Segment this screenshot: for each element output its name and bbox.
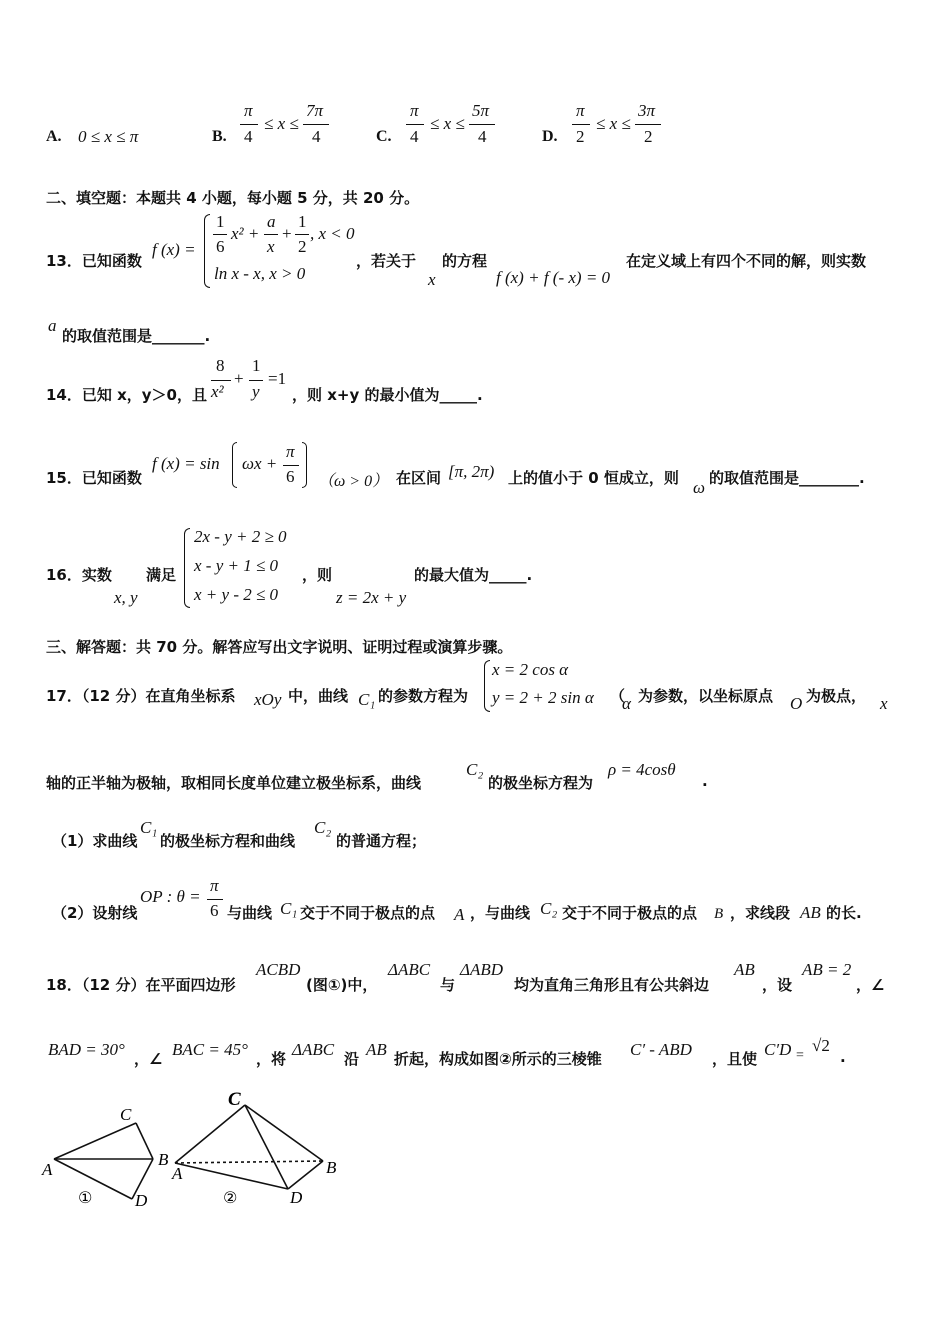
text: 与: [440, 976, 456, 994]
frac-num: π: [210, 876, 219, 895]
polar-equation: ρ = 4cosθ: [608, 760, 676, 779]
interval: [π, 2π): [448, 462, 495, 481]
label-b: B: [158, 1150, 169, 1169]
question-number: 17．（12 分）在直角坐标系: [46, 687, 236, 705]
frac-bar: [211, 380, 231, 381]
section-heading-fill-blank: 二、填空题：本题共 4 小题，每小题 5 分，共 20 分。: [46, 189, 420, 207]
frac-num: 7π: [306, 101, 324, 120]
edge-cb: [245, 1105, 323, 1161]
label-c: C: [120, 1105, 132, 1124]
system-brace: [184, 528, 190, 608]
frac-den: 4: [312, 127, 321, 146]
figure-tag-1: ①: [78, 1188, 93, 1207]
segment-ab: AB: [800, 903, 821, 922]
frac-den: 6: [210, 901, 219, 920]
label-a: A: [172, 1164, 183, 1183]
text: 为极点，: [806, 687, 867, 705]
inequality: ≤ x ≤: [430, 114, 465, 133]
text: 交于不同于极点的点: [300, 904, 436, 922]
question-number: 14．已知 x，y＞0，且: [46, 386, 207, 404]
option-d-label: D.: [542, 128, 558, 145]
text: .: [702, 772, 708, 790]
text: 满足: [146, 566, 177, 584]
point-a: A: [454, 905, 465, 924]
text: .: [840, 1048, 846, 1066]
text: 沿: [344, 1050, 360, 1068]
frac-num: 1: [298, 212, 307, 231]
frac-den: 2: [576, 127, 585, 146]
text: 交于不同于极点的点: [562, 904, 698, 922]
sub-question-1: （1）求曲线: [52, 832, 138, 850]
frac-bar: [264, 234, 278, 235]
text: ，∠: [134, 1050, 163, 1068]
frac-den: y: [252, 382, 260, 401]
option-b-label: B.: [212, 128, 227, 145]
edge-cd: [245, 1105, 288, 1189]
text: ，设: [762, 976, 793, 994]
edge-cb: [136, 1123, 153, 1159]
frac-den: x: [267, 237, 275, 256]
text: 的取值范围是_______.: [62, 327, 211, 345]
frac-bar: [213, 234, 227, 235]
param-eq-y: y = 2 + 2 sin α: [492, 688, 594, 707]
question-number: 16．实数: [46, 566, 112, 584]
frac-bar: [240, 124, 258, 125]
constraint: x - y + 1 ≤ 0: [194, 556, 279, 575]
text: 均为直角三角形且有公共斜边: [514, 976, 710, 994]
text: 的方程: [442, 252, 488, 270]
text: 上的值小于 0 恒成立，则: [508, 469, 679, 487]
option-c-label: C.: [376, 128, 392, 145]
piecewise-brace: [204, 214, 210, 288]
curve-c1: C₁: [140, 818, 158, 837]
segment-ab: AB: [734, 960, 755, 979]
curve-c1: C₁: [280, 899, 298, 918]
frac-num: 5π: [472, 101, 490, 120]
edge-ac: [175, 1105, 245, 1163]
system-brace: [484, 660, 490, 712]
text: 的参数方程为: [378, 687, 469, 705]
label-d: D: [135, 1191, 148, 1210]
constraint: 2x - y + 2 ≥ 0: [194, 527, 287, 546]
question-number: 15．已知函数: [46, 469, 142, 487]
curve-c2: C₂: [540, 899, 558, 918]
text: 在定义域上有四个不同的解，则实数: [626, 252, 867, 270]
var: xOy: [254, 690, 282, 709]
pyramid: C′ - ABD: [630, 1040, 692, 1059]
inequality: ≤ x ≤: [264, 114, 299, 133]
quadrilateral: ACBD: [256, 960, 301, 979]
given-length: AB = 2: [802, 960, 852, 979]
text: 的极坐标方程和曲线: [160, 832, 296, 850]
vars: x, y: [114, 588, 138, 607]
frac-num: π: [576, 101, 585, 120]
param-eq-x: x = 2 cos α: [492, 660, 569, 679]
text: ，则: [302, 566, 333, 584]
label-a: A: [42, 1160, 53, 1179]
frac-den: 2: [644, 127, 653, 146]
edge-ab-hidden: [175, 1161, 323, 1163]
edge-ac: [54, 1123, 136, 1159]
frac-den: 4: [410, 127, 419, 146]
text: 为参数，以坐标原点: [638, 687, 774, 705]
frac-den: x²: [211, 382, 224, 401]
frac-den: 4: [478, 127, 487, 146]
text: 的极坐标方程为: [488, 774, 594, 792]
figure-2: [171, 1089, 337, 1207]
var: α: [622, 694, 631, 713]
ray-equation: OP : θ =: [140, 887, 201, 906]
var: x: [880, 694, 888, 713]
edge-db: [288, 1161, 323, 1189]
text: 轴的正半轴为极轴，取相同长度单位建立极坐标系，曲线: [46, 774, 422, 792]
option-a-label: A.: [46, 128, 62, 145]
condition: , x < 0: [310, 224, 355, 243]
edge-ad: [175, 1163, 288, 1189]
frac-num: π: [244, 101, 253, 120]
text: ，将: [256, 1050, 287, 1068]
frac-bar: [406, 124, 424, 125]
objective: z = 2x + y: [336, 588, 407, 607]
frac-num: a: [267, 212, 276, 231]
frac-bar: [283, 465, 299, 466]
var: O: [790, 694, 803, 713]
paren-right: [302, 442, 307, 488]
text: ，且使: [712, 1050, 758, 1068]
var: x: [428, 270, 436, 289]
segment-ab: AB: [366, 1040, 387, 1059]
function-name: f (x) =: [152, 240, 196, 259]
frac-num: 3π: [638, 101, 656, 120]
frac-bar: [295, 234, 309, 235]
frac-den: 6: [216, 237, 225, 256]
triangle-abc: ΔABC: [292, 1040, 335, 1059]
text: 在区间: [396, 469, 442, 487]
term: +: [234, 369, 244, 388]
frac-num: 8: [216, 356, 225, 375]
sqrt-value: √2: [812, 1036, 830, 1055]
sub-question-2: （2）设射线: [52, 904, 138, 922]
point-b: B: [714, 906, 724, 922]
var: a: [48, 316, 57, 335]
text: ，则 x+y 的最小值为_____.: [292, 386, 483, 404]
text: 中，曲线: [288, 687, 349, 705]
equals: =: [796, 1048, 804, 1063]
frac-bar: [207, 899, 223, 900]
term: x² +: [231, 224, 260, 243]
triangle-abd: ΔABD: [460, 960, 504, 979]
frac-bar: [572, 124, 590, 125]
frac-bar: [635, 124, 661, 125]
frac-bar: [469, 124, 495, 125]
option-a-expr: 0 ≤ x ≤ π: [78, 127, 139, 146]
frac-den: 4: [244, 127, 253, 146]
term: ωx +: [242, 454, 278, 473]
label-d: D: [290, 1188, 303, 1207]
text: (图①)中，: [306, 976, 378, 994]
text: 的长.: [826, 904, 862, 922]
condition: （ω > 0）: [318, 473, 389, 490]
constraint: x + y - 2 ≤ 0: [194, 585, 279, 604]
angle-bad: BAD = 30°: [48, 1040, 125, 1059]
equation: f (x) + f (- x) = 0: [496, 268, 611, 287]
frac-den: 2: [298, 237, 307, 256]
text: ，与曲线: [470, 904, 531, 922]
figure-tag-2: ②: [223, 1188, 238, 1207]
label-b: B: [326, 1158, 337, 1177]
segment-cd: C′D: [764, 1040, 792, 1059]
text: 的最大值为_____.: [414, 566, 533, 584]
inequality: ≤ x ≤: [596, 114, 631, 133]
var: ω: [693, 478, 706, 497]
angle-bac: BAC = 45°: [172, 1040, 248, 1059]
piecewise-case-2: ln x - x, x > 0: [214, 264, 306, 283]
function-name: f (x) = sin: [152, 454, 220, 473]
section-heading-solutions: 三、解答题：共 70 分。解答应写出文字说明、证明过程或演算步骤。: [46, 638, 513, 656]
term: =1: [268, 369, 287, 388]
text: 折起，构成如图②所示的三棱锥: [394, 1050, 602, 1068]
text: ，若关于: [356, 252, 417, 270]
triangle-abc: ΔABC: [388, 960, 431, 979]
frac-bar: [249, 380, 263, 381]
curve-c1: C₁: [358, 690, 376, 709]
frac-num: 1: [252, 356, 261, 375]
frac-bar: [303, 124, 329, 125]
figure-1: [41, 1105, 169, 1210]
geometry-figures: [40, 1085, 380, 1215]
text: ，∠: [856, 976, 885, 994]
frac-num: 1: [216, 212, 225, 231]
text: 的取值范围是________.: [709, 469, 865, 487]
frac-num: π: [410, 101, 419, 120]
label-c: C: [228, 1089, 241, 1110]
text: 的普通方程；: [336, 832, 427, 850]
curve-c2: C₂: [466, 760, 484, 779]
curve-c2: C₂: [314, 818, 332, 837]
term: +: [282, 224, 292, 243]
text: 与曲线: [227, 904, 273, 922]
question-number: 18．（12 分）在平面四边形: [46, 976, 236, 994]
text: （: [610, 687, 626, 705]
frac-num: π: [286, 442, 295, 461]
frac-den: 6: [286, 467, 295, 486]
text: ，求线段: [730, 904, 791, 922]
question-number: 13．已知函数: [46, 252, 142, 270]
paren-left: [232, 442, 237, 488]
edge-ad: [54, 1159, 132, 1199]
